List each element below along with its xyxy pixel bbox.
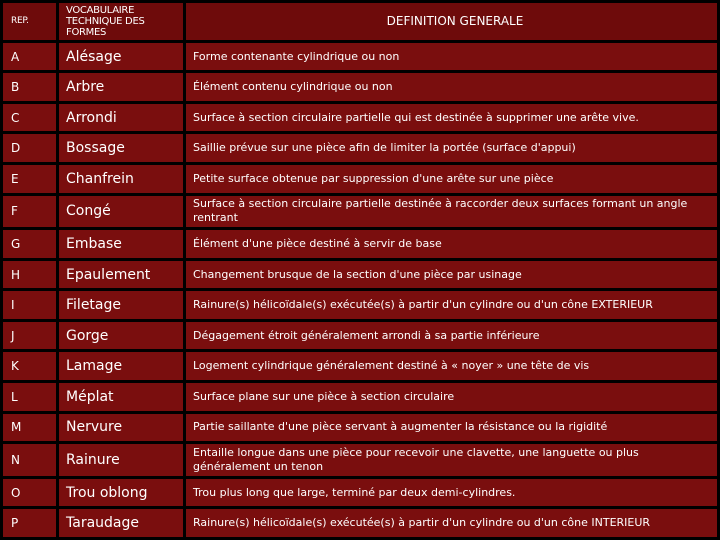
- row-definition: Forme contenante cylindrique ou non: [186, 43, 717, 71]
- row-term: Lamage: [59, 352, 183, 380]
- table-row: [3, 383, 717, 411]
- row-term: Embase: [59, 230, 183, 258]
- row-rep: P: [3, 509, 56, 537]
- row-rep: B: [3, 73, 56, 101]
- table-body: [3, 3, 717, 537]
- table-row: [3, 196, 717, 228]
- row-term: Rainure: [59, 444, 183, 476]
- row-definition: Entaille longue dans une pièce pour recevoir une clavette, une languette ou plus généralement un tenon: [186, 444, 717, 476]
- row-rep: J: [3, 322, 56, 350]
- row-definition: Saillie prévue sur une pièce afin de limiter la portée (surface d'appui): [186, 134, 717, 162]
- row-rep: I: [3, 291, 56, 319]
- row-rep: D: [3, 134, 56, 162]
- row-rep: M: [3, 414, 56, 442]
- row-rep: L: [3, 383, 56, 411]
- row-rep: A: [3, 43, 56, 71]
- row-rep: K: [3, 352, 56, 380]
- table-row: [3, 291, 717, 319]
- row-definition: Surface plane sur une pièce à section circulaire: [186, 383, 717, 411]
- row-definition: Dégagement étroit généralement arrondi à sa partie inférieure: [186, 322, 717, 350]
- row-rep: C: [3, 104, 56, 132]
- row-term: Bossage: [59, 134, 183, 162]
- row-definition: Élément d'une pièce destiné à servir de base: [186, 230, 717, 258]
- row-definition: Élément contenu cylindrique ou non: [186, 73, 717, 101]
- row-rep: O: [3, 479, 56, 507]
- row-definition: Partie saillante d'une pièce servant à augmenter la résistance ou la rigidité: [186, 414, 717, 442]
- table-row: [3, 509, 717, 537]
- header-row: [3, 3, 717, 40]
- row-definition: Rainure(s) hélicoïdale(s) exécutée(s) à partir d'un cylindre ou d'un cône INTERIEUR: [186, 509, 717, 537]
- row-definition: Logement cylindrique généralement destiné à « noyer » une tête de vis: [186, 352, 717, 380]
- table-row: [3, 414, 717, 442]
- table-row: [3, 444, 717, 476]
- row-definition: Changement brusque de la section d'une pièce par usinage: [186, 261, 717, 289]
- table-row: [3, 230, 717, 258]
- row-rep: G: [3, 230, 56, 258]
- row-term: Filetage: [59, 291, 183, 319]
- table-row: [3, 352, 717, 380]
- header-rep: REP.: [3, 3, 56, 40]
- row-definition: Trou plus long que large, terminé par deux demi-cylindres.: [186, 479, 717, 507]
- table-row: [3, 134, 717, 162]
- row-term: Méplat: [59, 383, 183, 411]
- table-row: [3, 165, 717, 193]
- row-term: Arrondi: [59, 104, 183, 132]
- row-term: Trou oblong: [59, 479, 183, 507]
- table-row: [3, 73, 717, 101]
- row-term: Epaulement: [59, 261, 183, 289]
- table-row: [3, 261, 717, 289]
- row-term: Congé: [59, 196, 183, 228]
- table-row: [3, 322, 717, 350]
- header-term: VOCABULAIRE TECHNIQUE DES FORMES: [59, 3, 183, 40]
- row-definition: Surface à section circulaire partielle destinée à raccorder deux surfaces formant un angle rentrant: [186, 196, 717, 228]
- row-term: Chanfrein: [59, 165, 183, 193]
- header-definition: DEFINITION GENERALE: [186, 3, 717, 40]
- row-term: Gorge: [59, 322, 183, 350]
- row-rep: F: [3, 196, 56, 228]
- table-row: [3, 479, 717, 507]
- row-definition: Petite surface obtenue par suppression d'une arête sur une pièce: [186, 165, 717, 193]
- row-rep: N: [3, 444, 56, 476]
- row-rep: H: [3, 261, 56, 289]
- row-term: Taraudage: [59, 509, 183, 537]
- table-row: [3, 43, 717, 71]
- row-definition: Surface à section circulaire partielle qui est destinée à supprimer une arête vive.: [186, 104, 717, 132]
- row-term: Arbre: [59, 73, 183, 101]
- row-term: Nervure: [59, 414, 183, 442]
- table-row: [3, 104, 717, 132]
- row-term: Alésage: [59, 43, 183, 71]
- row-rep: E: [3, 165, 56, 193]
- row-definition: Rainure(s) hélicoïdale(s) exécutée(s) à partir d'un cylindre ou d'un cône EXTERIEUR: [186, 291, 717, 319]
